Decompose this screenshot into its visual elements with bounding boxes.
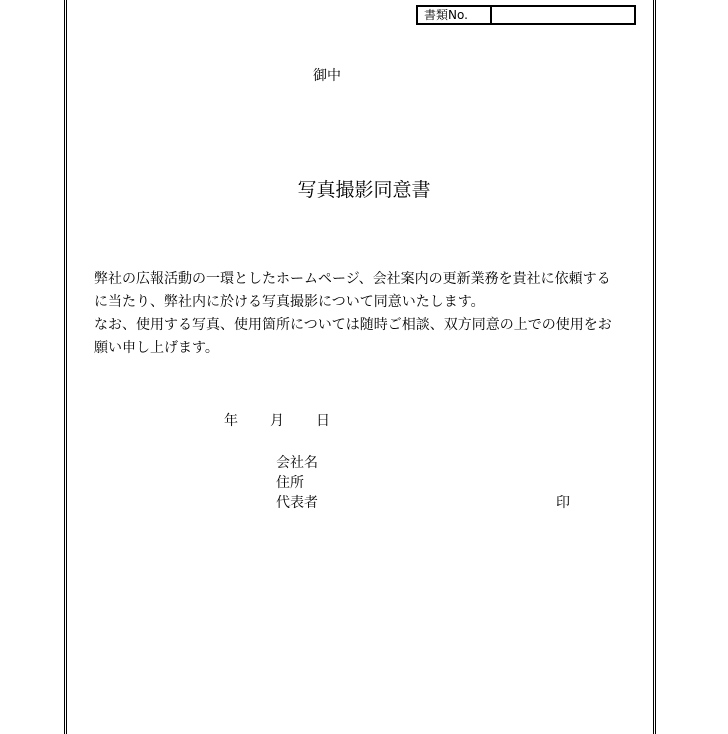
addressee-honorific: 御中 bbox=[313, 68, 341, 84]
address-label: 住所 bbox=[276, 475, 304, 491]
document-number-label: 書類No. bbox=[418, 7, 492, 23]
body-line: に当たり、弊社内に於ける写真撮影について同意いたします。 bbox=[94, 294, 485, 310]
representative-label: 代表者 bbox=[276, 495, 318, 511]
date-month-label: 月 bbox=[270, 413, 284, 429]
document-sheet bbox=[64, 0, 656, 734]
date-line bbox=[224, 411, 330, 431]
body-line: 弊社の広報活動の一環としたホームページ、会社案内の更新業務を貴社に依頼する bbox=[94, 271, 611, 287]
document-number-value bbox=[492, 7, 634, 23]
body-line: なお、使用する写真、使用箇所については随時ご相談、双方同意の上での使用をお bbox=[94, 317, 612, 333]
date-year-label: 年 bbox=[224, 413, 238, 429]
date-day-label: 日 bbox=[316, 413, 330, 429]
body-line: 願い申し上げます。 bbox=[94, 340, 219, 356]
document-number-box bbox=[416, 5, 636, 25]
company-name-label: 会社名 bbox=[276, 455, 318, 471]
seal-mark: 印 bbox=[556, 495, 570, 511]
document-title: 写真撮影同意書 bbox=[297, 179, 431, 201]
body-text bbox=[94, 268, 612, 360]
